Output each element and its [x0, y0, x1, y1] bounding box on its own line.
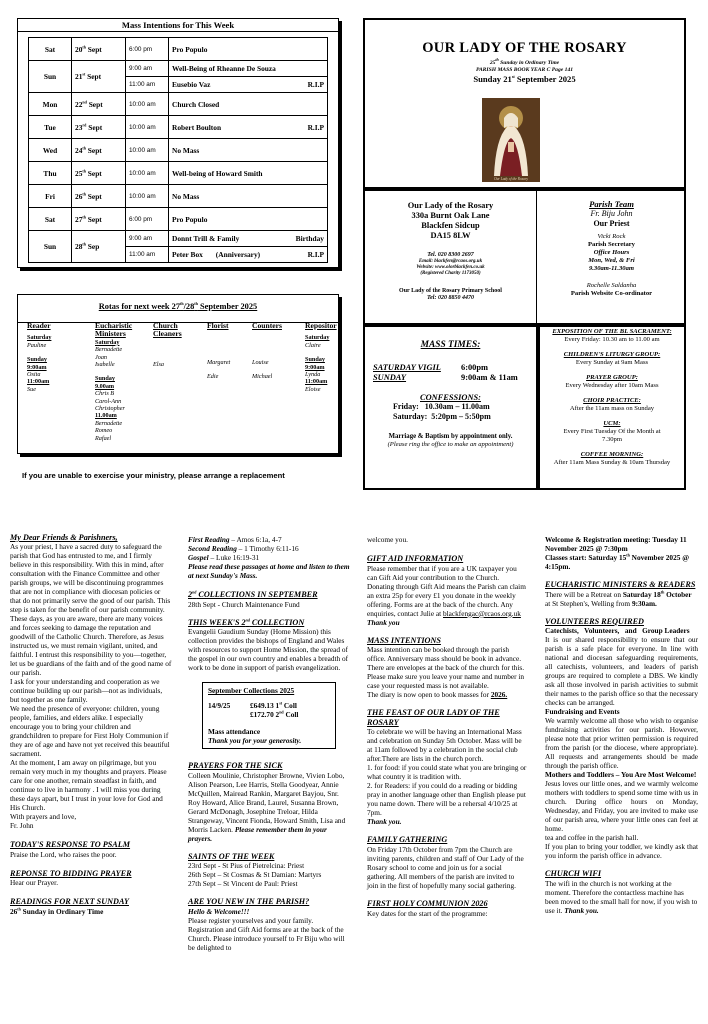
please-read: Please read these passages at home and listen to them at next Sunday's Mass. — [188, 562, 350, 580]
event-title: CHILDREN'S LITURGY GROUP: — [563, 351, 661, 358]
events-box — [538, 325, 686, 490]
rota-name: Rafael — [95, 434, 112, 442]
fundraising-body: We warmly welcome all those who wish to organise fundraising activities for our parish. However, please note that prior written permission is required from the parish (or the diocese, where appropriate). All requests and arrangements should be made through the parish office. — [545, 716, 698, 771]
mass-date: 22nd Sept — [72, 93, 126, 116]
rota-name: Christopher — [95, 405, 125, 413]
rota-name: Bernadette — [95, 419, 123, 427]
mass-intention: No Mass — [169, 139, 328, 162]
rota-cleaners: Church Cleaners Elsa — [153, 321, 182, 368]
mass-day: Sat — [29, 208, 72, 231]
event-item — [540, 397, 684, 413]
mass-row — [29, 93, 328, 116]
volunteers-body: It is our shared responsibility to ensure that our parish is a safe place for everyone. In line with national and diocesan safeguarding requirements, all catechists, volunteers, and leaders of parish groups are required to complete a DBS. We kindly ask all those involved in parish activities to submit their names to the parish office so that the necessary checks can be arranged. — [545, 635, 698, 708]
rota-eucharistic-ministers: Eucharistic Ministers Saturday Bernadette Joan Isabelle Sunday 9.00am Chris B Carol-Ann Christopher 11.00am Bernadette Romeo Rafael — [95, 322, 150, 453]
mass-intention: Robert Boulton R.I.P — [169, 116, 328, 139]
rota-name: Chris B — [95, 390, 115, 398]
mass-time: 9:00 am — [126, 61, 169, 77]
bidding-title: REPONSE TO BIDDING PRAYER — [10, 868, 132, 878]
bidding-response: Hear our Prayer. — [10, 878, 59, 888]
event-item — [540, 451, 684, 467]
rota-reader: Reader Saturday Pauline Sunday 9:00am Osita 11:00am Sue — [27, 321, 52, 393]
mass-time: 11:00 am — [126, 247, 169, 263]
event-line: After 11am Mass Sunday & 10am Thursday — [553, 459, 671, 466]
gospel: Gospel – Luke 16:19-31 — [188, 553, 260, 562]
mass-day: Thu — [29, 162, 72, 185]
mass-intention: Church Closed — [169, 93, 328, 116]
mass-day: Sun — [29, 231, 72, 263]
event-line: Every Wednesday after 10am Mass — [565, 382, 659, 389]
gift-aid-body: Please remember that if you are a UK taxpayer you can Gift Aid your contribution to the Church. Donating through Gift Aid means the Parish can claim an extra 25p for every £1 you donate in the weekly offering. Forms are at the back of the church. Any enquiries, contact Julie at blackfengac@rcaos.org.uk Thank you — [367, 563, 526, 627]
september-collections-box: September Collections 2025 14/9/25 £649.13 1st Coll £172.70 2nd Coll Mass attendance Thank you for your generosity. — [202, 682, 336, 749]
mass-intention: Donnt Trill & Family Birthday — [169, 231, 328, 247]
mass-intention: No Mass — [169, 185, 328, 208]
sunday-masses: SUNDAY 9:00am & 11am — [373, 373, 518, 382]
mass-time: 10:00 am — [126, 93, 169, 116]
rota-box — [17, 294, 339, 454]
new-hello: Hello & Welcome!!! — [188, 906, 250, 916]
mass-time: 10:00 am — [126, 185, 169, 208]
mass-intention: Well-being of Howard Smith — [169, 162, 328, 185]
mass-date: 27th Sept — [72, 208, 126, 231]
mass-intentions-info-title: MASS INTENTIONS — [367, 635, 441, 645]
family-gathering-body: On Friday 17th October from 7pm the Church are inviting parents, children and staff of Our Lady of the Rosary school to come and join us for a social gathering. All members of the parish are invited to join in the first of hopefully many social gathering. — [367, 844, 524, 890]
rota-name: Bernadette — [95, 346, 123, 354]
mass-row — [29, 116, 328, 139]
mass-times-box — [363, 325, 538, 490]
mass-intention: Peter Box (Anniversary) R.I.P — [169, 247, 328, 263]
mass-rip: Birthday — [295, 234, 324, 243]
mass-time: 6:00 pm — [126, 208, 169, 231]
saint-item: 23rd Sept - St Pius of Pietrelcina: Priest — [188, 861, 305, 871]
mass-time: 10:00 am — [126, 139, 169, 162]
em-readers-body: There will be a Retreat on Saturday 18th October at St Stephen's, Welling from 9:30am. — [545, 589, 692, 608]
mass-day: Mon — [29, 93, 72, 116]
event-title: EXPOSITION OF THE BL SACRAMENT: — [552, 328, 672, 335]
event-title: CHOIR PRACTICE: — [583, 397, 641, 404]
mass-time: 9:00 am — [126, 231, 169, 247]
our-lady-image — [482, 98, 540, 182]
collections-title: 2nd COLLECTIONS IN SEPTEMBER — [188, 589, 318, 599]
mass-row — [29, 61, 328, 77]
family-gathering-title: FAMILY GATHERING — [367, 835, 448, 845]
saint-item: 26th Sept – St Cosmas & St Damian: Martyrs — [188, 870, 322, 880]
mass-rip: R.I.P — [307, 80, 324, 89]
mass-rip: R.I.P — [307, 122, 324, 132]
rota-name: Joan — [95, 353, 108, 361]
mass-row — [29, 231, 328, 247]
saint-item: 27th Sept – St Vincent de Paul: Priest — [188, 879, 298, 889]
mass-time: 6:00 pm — [126, 38, 169, 61]
confession-saturday: Saturday: 5:20pm – 5:50pm — [393, 412, 491, 421]
event-item — [540, 374, 684, 390]
mass-intention: Eusebio Vaz R.I.P — [169, 77, 328, 93]
first-reading: First Reading – Amos 6:1a, 4-7 — [188, 535, 282, 544]
mass-intention: Pro Populo — [169, 208, 328, 231]
sick-list: Colleen Moulinie, Christopher Browne, Vivien Lobo, Alison Pearson, Lee Harris, Stella Goodyear, Annie McQuillen, Mairead Rankin, Margaret Bayjou, Snr. Roy Howard, Alice Brand, Laurel, Susanna Brown, Gerard McDonagh, Josephine Treloar, Hilda Strangeway, Vincent Fionda, Howard Smith, Lisa and Morris Lacken. Please remember them in your prayers. — [188, 770, 346, 843]
mass-date: 23rd Sept — [72, 116, 126, 139]
mass-intention: Well-Being of Rheanne De Souza — [169, 61, 328, 77]
mass-day: Sun — [29, 61, 72, 93]
saints-list — [188, 861, 350, 888]
church-name: OUR LADY OF THE ROSARY — [422, 40, 627, 56]
mass-row — [29, 208, 328, 231]
mass-row — [29, 162, 328, 185]
mass-day: Wed — [29, 139, 72, 162]
event-line: 7.30pm — [602, 436, 622, 443]
event-item — [540, 420, 684, 444]
mothers-toddlers-body: Jesus loves our little ones, and we warmly welcome mothers with toddlers to spend some time with us in church. During office hours on Monday, Wednesday, and Friday, you are invited to make use of our parish area, where your little ones can feel at home. tea and coffee in the parish hall. If you plan to bring your toddler, we kindly ask that you inform the parish office in advance. — [545, 779, 698, 861]
letter-column — [10, 533, 172, 916]
event-line: Every Friday: 10.30 am to 11.00 am — [564, 336, 660, 343]
mass-row — [29, 38, 328, 61]
this-week-collection-title: THIS WEEK'S 2nd COLLECTION — [188, 616, 305, 627]
gift-aid-title: GIFT AID INFORMATION — [367, 554, 464, 563]
wifi-title: CHURCH WIFI — [545, 869, 602, 879]
mass-times-title: MASS TIMES: — [420, 340, 481, 350]
readings-sunday: 26th Sunday in Ordinary Time — [10, 906, 104, 916]
feast-title: THE FEAST OF OUR LADY OF THE ROSARY — [367, 708, 500, 727]
liturgical-day: 25th Sunday in Ordinary Time — [489, 57, 560, 66]
event-line: After the 11am mass on Sunday — [569, 405, 655, 412]
rota-florist: Florist Margaret Edie — [207, 321, 231, 380]
info-column — [367, 535, 527, 918]
letter-title: My Dear Friends & Parishners, — [10, 533, 118, 542]
event-title: PRAYER GROUP: — [586, 374, 638, 381]
fundraising-title: Fundraising and Events — [545, 707, 620, 717]
event-line: Every Sunday at 9am Mass — [575, 359, 649, 366]
header-box — [363, 18, 686, 189]
psalm-title: TODAY'S RESPONSE TO PSALM — [10, 840, 131, 849]
rota-title: Rotas for next week 27th/28th September 2025 — [98, 301, 258, 311]
mass-book: PARISH MASS BOOK YEAR C Page 141 — [475, 67, 574, 73]
mass-day: Tue — [29, 116, 72, 139]
wifi-body: The wifi in the church is not working at the moment. Therefore the contactless machine has been moved to the small hall for now, if you wish to use it. Thank you. — [545, 878, 698, 915]
mass-time: 10:00 am — [126, 116, 169, 139]
readings-column — [188, 535, 350, 952]
mass-day: Fri — [29, 185, 72, 208]
new-parish-title: ARE YOU NEW IN THE PARISH? — [188, 897, 310, 907]
new-body: Please register yourselves and your family. Registration and Gift Aid forms are at the back of the Church. Please introduce yourself to Fr Biju who will be delighted to — [188, 915, 345, 952]
letter-body: As your priest, I have a sacred duty to safeguard the parish that God has entrusted to me, and I firmly believe in this responsibility. With this in mind, after consultation with the Finance Committee and other parish groups, we will be discontinuing programmes that are not in compliance with diocesan policies or that do not primarily serve the good of our parish. This step is taken for the benefit of our parish community. These days, as you are aware, there are many voices and forces seeking to damage the reputation and goodwill of the Catholic Church. Therefore, as Jesus instructed us, we must remain vigilant, united, and faithful. I entrust this responsibility to you—together, let us be guardians of the faith and of the good name of our parish. I ask for your understanding and cooperation as we continue building up our parish—not as individuals, but together as one family. We need the presence of everyone: children, young people, families, and elders alike. I especially encourage you to bring your children and grandchildren to prepare for First Holy Communion if they are of age and have not yet received this beautiful sacrament. At the moment, I am away on pilgrimage, but you remain very much in my thoughts and prayers. Please care for one another, remain steadfast in faith, and continue to live in harmony . I will miss you during these days apart, but I trust in your love for God and His Church. With prayers and love, Fr. John — [10, 542, 172, 830]
rota-name: Romeo — [95, 427, 113, 435]
appointment-note: Marriage & Baptism by appointment only. — [388, 433, 513, 440]
mothers-toddlers-title: Mothers and Toddlers – You Are Most Welcome! — [545, 770, 697, 780]
mass-intentions-table — [28, 37, 328, 263]
image-caption: Our Lady of the Rosary — [494, 177, 528, 181]
fhc-title: FIRST HOLY COMMUNION 2026 — [367, 898, 488, 908]
mass-intentions-title: Mass Intentions for This Week — [18, 19, 338, 32]
mass-date: 25th Sept — [72, 162, 126, 185]
mass-intention: Pro Populo — [169, 38, 328, 61]
madonna-icon — [482, 98, 540, 182]
readings-title: READINGS FOR NEXT SUNDAY — [10, 897, 129, 907]
saturday-vigil: SATURDAY VIGIL 6:00pm — [373, 363, 488, 372]
notices-column — [545, 535, 698, 915]
mass-rip: R.I.P — [307, 250, 324, 259]
event-item — [540, 351, 684, 367]
mass-date: 24th Sept — [72, 139, 126, 162]
volunteers-sub: Catechists, Volunteers, and Group Leaders — [545, 626, 690, 636]
welcome-you: welcome you. — [367, 535, 408, 544]
mass-day: Sat — [29, 38, 72, 61]
this-week-collection-body: Evangelii Gaudium Sunday (Home Mission) this collection provides the bishops of England and Wales with resources to support Home Mission, the spread of the gospel in our own country and enables a breadth of work to be done in support of parish evangelization. — [188, 627, 349, 673]
rota-footer: If you are unable to exercise your ministry, please arrange a replacement — [22, 471, 285, 480]
em-readers-title: EUCHARISTIC MINISTERS & READERS — [545, 580, 696, 589]
rota-name: Carol-Ann — [95, 397, 122, 405]
fhc-welcome-meeting: Welcome & Registration meeting: Tuesday 11 November 2025 @ 7:30pm — [545, 535, 687, 553]
saints-title: SAINTS OF THE WEEK — [188, 851, 275, 861]
second-reading: Second Reading – 1 Timothy 6:11-16 — [188, 544, 299, 553]
mass-date: 28th Sep — [72, 231, 126, 263]
feast-body: To celebrate we will be having an International Mass and celebration on Sunday 5th October. Mass will be at 11am followed by a celebration in the social club after.There are lists in the church porch. 1. for food: if you could state what you are bringing or what country it is tradition with. 2. for Readers: if you could do a reading or bidding pray in another language other than English please put you name down. There will be a rehersal 4/10/25 at 7pm. — [367, 727, 527, 818]
collections-line: 28th Sept - Church Maintenance Fund — [188, 599, 300, 609]
mass-intentions-box — [17, 18, 339, 268]
address-block: Our Lady of the Rosary 330a Burnt Oak Lane Blackfen Sidcup DA15 8LW Tel. 020 8300 2697 Email: blackfen@rcaos.org.uk Website: www.olorblackfen.co.uk (Registered Charity 1173050) Our Lady of the Rosary Primary School Tel: 020 8850 4470 — [365, 191, 537, 323]
mass-date: 20th Sept — [72, 38, 126, 61]
gift-aid-email-link[interactable]: blackfengac@rcaos.org.uk — [443, 608, 521, 618]
rota-repository: Repositor Saturday Claire Sunday 9:00am Lynda 11:00am Eloise — [305, 322, 337, 393]
fhc-classes: Classes start: Saturday 15th November 2025 @ 4:15pm. — [545, 552, 689, 571]
mass-time: 11:00 am — [126, 77, 169, 93]
confession-friday: Friday: 10.30am – 11.00am — [393, 402, 490, 411]
fhc-body: Key dates for the start of the programme: — [367, 908, 488, 918]
event-item — [540, 328, 684, 344]
rota-counters: Counters Louise Michael — [252, 321, 282, 380]
mass-intentions-info-body: Mass intention can be booked through the parish office. Anniversary mass should be book in advance. There are envelopes at the back of the church for this. Please make sure you leave your name and number in case your requested mass is not available. The diary is now open to book masses for 2026. — [367, 645, 525, 700]
psalm-response: Praise the Lord, who raises the poor. — [10, 849, 117, 859]
event-title: UCM: — [603, 420, 621, 427]
mass-date: 26th Sept — [72, 185, 126, 208]
rota-name: Isabelle — [95, 361, 115, 369]
volunteers-title: VOLUNTEERS REQUIRED — [545, 616, 644, 626]
parish-team-block: Parish Team Fr. Biju John Our Priest Vicki Rock Parish Secretary Office Hours Mon, Wed, & Fri 9.30am-11.30am Rochelle Saldanha Parish Website Co-ordinator — [570, 199, 653, 298]
sick-title: PRAYERS FOR THE SICK — [188, 761, 283, 771]
feast-thanks: Thank you. — [367, 817, 402, 827]
mass-row — [29, 185, 328, 208]
appointment-note-2: (Please ring the office to make an appointment) — [387, 441, 514, 448]
confessions-title: CONFESSIONS: — [420, 393, 481, 402]
sunday-date: Sunday 21st September 2025 — [473, 74, 576, 84]
mass-row — [29, 139, 328, 162]
event-title: COFFEE MORNING: — [580, 451, 644, 458]
mass-date: 21st Sept — [72, 61, 126, 93]
event-line: Every First Tuesday Of the Month at — [563, 428, 661, 435]
mass-time: 10:00 am — [126, 162, 169, 185]
contact-box — [363, 189, 686, 325]
